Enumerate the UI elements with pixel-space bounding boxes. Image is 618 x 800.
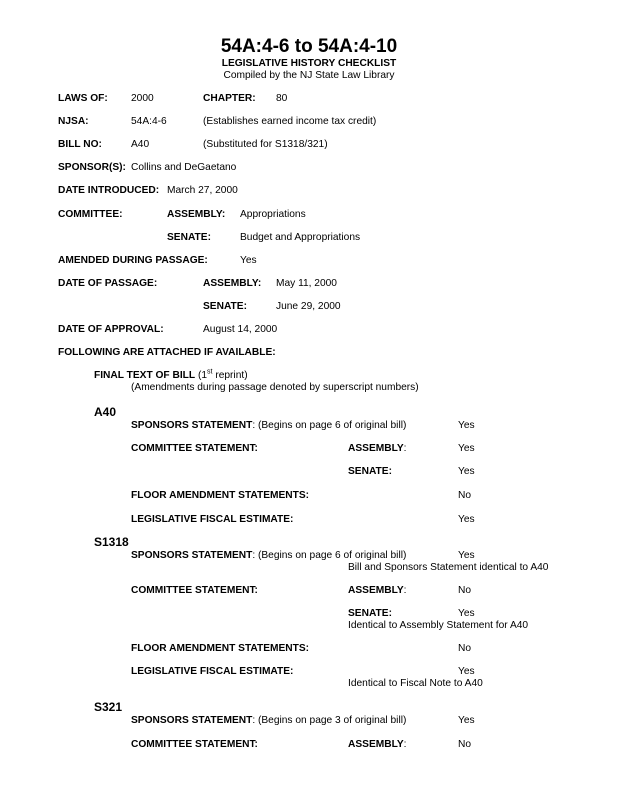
date-introduced-label: DATE INTRODUCED:: [58, 185, 160, 196]
s321-sponsors-statement: [131, 715, 406, 727]
chapter-label: CHAPTER:: [203, 93, 256, 104]
passage-assembly-label: ASSEMBLY:: [203, 278, 262, 289]
sponsors-value: Collins and DeGaetano: [131, 162, 237, 173]
final-text-label: FINAL TEXT OF BILL: [94, 370, 196, 381]
final-text-reprint: reprint): [212, 370, 248, 381]
amended-label: AMENDED DURING PASSAGE:: [58, 255, 208, 266]
a40-senate-label: SENATE:: [348, 466, 392, 477]
s321-sponsors-note: : (Begins on page 3 of original bill): [252, 715, 407, 726]
passage-assembly-value: May 11, 2000: [276, 278, 337, 289]
laws-of-value: 2000: [131, 93, 154, 104]
committee-senate-label: SENATE:: [167, 232, 211, 243]
s1318-floor-value: No: [458, 643, 472, 654]
s321-committee-label: COMMITTEE STATEMENT:: [131, 739, 258, 750]
date-passage-label: DATE OF PASSAGE:: [58, 278, 158, 289]
laws-of-label: LAWS OF:: [58, 93, 108, 104]
a40-assembly: [348, 443, 407, 455]
s1318-fiscal-remark: Identical to Fiscal Note to A40: [348, 678, 483, 689]
a40-assembly-label: ASSEMBLY: [348, 443, 404, 454]
following-attached-label: FOLLOWING ARE ATTACHED IF AVAILABLE:: [58, 347, 276, 358]
committee-senate-value: Budget and Appropriations: [240, 232, 361, 243]
a40-assembly-colon: :: [403, 443, 407, 454]
date-approval-value: August 14, 2000: [203, 324, 278, 335]
a40-floor-label: FLOOR AMENDMENT STATEMENTS:: [131, 490, 310, 501]
a40-fiscal-value: Yes: [458, 514, 475, 525]
njsa-note: (Establishes earned income tax credit): [203, 116, 377, 127]
s1318-assembly-value: No: [458, 585, 472, 596]
s321-assembly: [348, 739, 407, 751]
s1318-senate-label: SENATE:: [348, 608, 392, 619]
page-title: 54A:4-6 to 54A:4-10: [220, 36, 398, 57]
a40-sponsors-label: SPONSORS STATEMENT: [131, 420, 253, 431]
s1318-sponsors-statement: [131, 550, 406, 562]
bill-no-label: BILL NO:: [58, 139, 102, 150]
committee-label: COMMITTEE:: [58, 209, 123, 220]
s321-assembly-value: No: [458, 739, 472, 750]
final-text-note: (Amendments during passage denoted by superscript numbers): [131, 382, 419, 393]
njsa-value: 54A:4-6: [131, 116, 167, 127]
chapter-value: 80: [276, 93, 288, 104]
s321-sponsors-value: Yes: [458, 715, 475, 726]
s1318-committee-label: COMMITTEE STATEMENT:: [131, 585, 258, 596]
s1318-heading: S1318: [94, 535, 129, 549]
final-text-sup: st: [207, 368, 213, 376]
s1318-senate-value: Yes: [458, 608, 475, 619]
a40-sponsors-note: : (Begins on page 6 of original bill): [252, 420, 407, 431]
s321-sponsors-label: SPONSORS STATEMENT: [131, 715, 253, 726]
a40-committee-label: COMMITTEE STATEMENT:: [131, 443, 258, 454]
bill-no-note: (Substituted for S1318/321): [203, 139, 328, 150]
final-text-paren: (1: [197, 370, 208, 381]
a40-sponsors-statement: [131, 420, 406, 432]
s1318-sponsors-label: SPONSORS STATEMENT: [131, 550, 253, 561]
date-approval-label: DATE OF APPROVAL:: [58, 324, 164, 335]
committee-assembly-value: Appropriations: [240, 209, 306, 220]
compiled-by: Compiled by the NJ State Law Library: [223, 70, 395, 81]
passage-senate-value: June 29, 2000: [276, 301, 341, 312]
s1318-fiscal-label: LEGISLATIVE FISCAL ESTIMATE:: [131, 666, 294, 677]
committee-assembly-label: ASSEMBLY:: [167, 209, 226, 220]
njsa-label: NJSA:: [58, 116, 89, 127]
s321-heading: S321: [94, 700, 123, 714]
bill-no-value: A40: [131, 139, 150, 150]
s1318-sponsors-value: Yes: [458, 550, 475, 561]
a40-sponsors-value: Yes: [458, 420, 475, 431]
s1318-senate-remark: Identical to Assembly Statement for A40: [348, 620, 529, 631]
s1318-assembly-label: ASSEMBLY: [348, 585, 404, 596]
date-introduced-value: March 27, 2000: [167, 185, 238, 196]
amended-value: Yes: [240, 255, 257, 266]
s321-assembly-colon: :: [403, 739, 407, 750]
s1318-floor-label: FLOOR AMENDMENT STATEMENTS:: [131, 643, 310, 654]
passage-senate-label: SENATE:: [203, 301, 247, 312]
s321-assembly-label: ASSEMBLY: [348, 739, 404, 750]
a40-heading: A40: [94, 405, 117, 419]
s1318-sponsors-note: : (Begins on page 6 of original bill): [252, 550, 407, 561]
a40-assembly-value: Yes: [458, 443, 475, 454]
a40-floor-value: No: [458, 490, 472, 501]
s1318-assembly: [348, 585, 407, 597]
a40-senate-value: Yes: [458, 466, 475, 477]
page-subtitle: LEGISLATIVE HISTORY CHECKLIST: [221, 58, 397, 69]
final-text-line: [94, 370, 248, 382]
sponsors-label: SPONSOR(S):: [58, 162, 126, 173]
s1318-sponsors-remark: Bill and Sponsors Statement identical to A40: [348, 562, 549, 573]
s1318-assembly-colon: :: [403, 585, 407, 596]
a40-fiscal-label: LEGISLATIVE FISCAL ESTIMATE:: [131, 514, 294, 525]
s1318-fiscal-value: Yes: [458, 666, 475, 677]
